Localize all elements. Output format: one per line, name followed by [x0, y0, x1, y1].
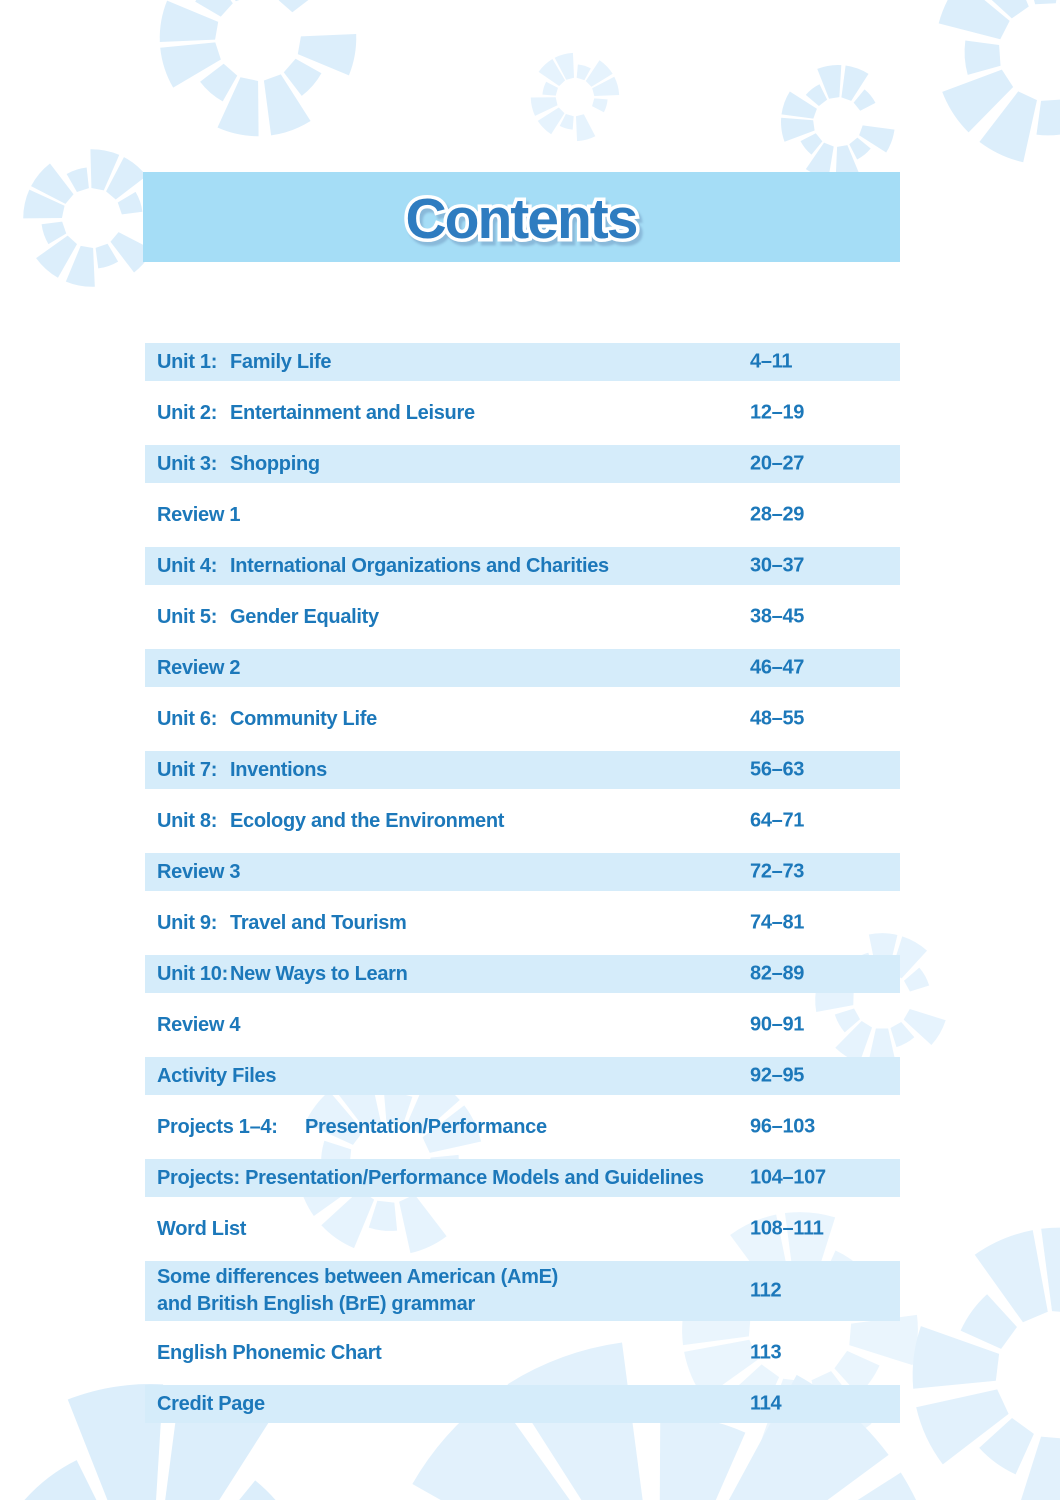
toc-row-title: English Phonemic Chart	[157, 1341, 382, 1364]
toc-row-prefix: Unit 4:	[157, 554, 218, 577]
toc-row-pages: 90–91	[750, 1013, 805, 1036]
toc-row-unit-8	[145, 802, 900, 840]
toc-row-title: Inventions	[230, 758, 328, 781]
toc-row-title: International Organizations and Charities	[230, 554, 609, 577]
toc-row-title: Gender Equality	[230, 605, 379, 628]
toc-row-title: Review 3	[157, 860, 241, 883]
toc-row-pages: 64–71	[750, 809, 805, 832]
toc-row-title: Credit Page	[157, 1392, 265, 1415]
toc-row-prefix: Unit 8:	[157, 809, 218, 832]
toc-row-title: Projects: Presentation/Performance Models and Guidelines	[157, 1166, 704, 1189]
toc-row-pages: 96–103	[750, 1115, 815, 1138]
toc-row-title: Activity Files	[157, 1064, 277, 1087]
toc-row-title-line-1: Some differences between American (AmE)	[157, 1266, 559, 1288]
toc-row-unit-7	[145, 751, 900, 789]
toc-row-prefix: Unit 5:	[157, 605, 218, 628]
toc-row-prefix: Unit 3:	[157, 452, 218, 475]
toc-row-pages: 4–11	[750, 350, 793, 373]
ring-decoration	[899, 1215, 1060, 1500]
toc-row-pages: 112	[750, 1279, 782, 1302]
toc-row-ame-bre-grammar	[145, 1261, 900, 1321]
toc-row-projects-models	[145, 1159, 900, 1197]
toc-row-pages: 108–111	[750, 1217, 824, 1240]
toc-row-title: Word List	[157, 1217, 247, 1240]
toc-row-title-line-2: and British English (BrE) grammar	[157, 1293, 475, 1315]
toc-row-pages: 20–27	[750, 452, 805, 475]
toc-row-pages: 48–55	[750, 707, 805, 730]
toc-row-title: Presentation/Performance	[305, 1115, 547, 1138]
toc-row-activity-files	[145, 1057, 900, 1095]
toc-list	[145, 343, 900, 1436]
toc-row-pages: 113	[750, 1341, 782, 1364]
toc-row-title: Review 1	[157, 503, 241, 526]
toc-row-title: Ecology and the Environment	[230, 809, 505, 832]
ring-decoration	[144, 0, 372, 152]
toc-row-pages: 56–63	[750, 758, 805, 781]
toc-row-pages: 92–95	[750, 1064, 805, 1087]
toc-row-title	[157, 1264, 558, 1318]
toc-row-title: Travel and Tourism	[230, 911, 407, 934]
toc-row-review-3	[145, 853, 900, 891]
toc-row-title: Review 4	[157, 1013, 241, 1036]
toc-row-pages: 30–37	[750, 554, 805, 577]
toc-row-unit-1	[145, 343, 900, 381]
toc-row-unit-10	[145, 955, 900, 993]
toc-row-review-1	[145, 496, 900, 534]
contents-title: Contents	[405, 187, 637, 251]
toc-row-pages: 38–45	[750, 605, 805, 628]
toc-row-phonemic-chart	[145, 1334, 900, 1372]
toc-row-projects-1-4	[145, 1108, 900, 1146]
toc-row-review-4	[145, 1006, 900, 1044]
toc-row-unit-2	[145, 394, 900, 432]
toc-row-unit-6	[145, 700, 900, 738]
toc-row-unit-9	[145, 904, 900, 942]
toc-row-title: New Ways to Learn	[230, 962, 408, 985]
toc-row-prefix: Unit 1:	[157, 350, 218, 373]
toc-row-title: Community Life	[230, 707, 377, 730]
toc-row-prefix: Unit 7:	[157, 758, 218, 781]
toc-row-pages: 46–47	[750, 656, 805, 679]
toc-row-prefix: Unit 6:	[157, 707, 218, 730]
toc-row-pages: 74–81	[750, 911, 805, 934]
toc-row-credit-page	[145, 1385, 900, 1423]
toc-row-pages: 82–89	[750, 962, 805, 985]
toc-row-pages: 12–19	[750, 401, 805, 424]
toc-row-pages: 104–107	[750, 1166, 826, 1189]
ring-decoration	[890, 0, 1060, 210]
toc-row-pages: 28–29	[750, 503, 805, 526]
toc-row-unit-3	[145, 445, 900, 483]
toc-row-title: Shopping	[230, 452, 320, 475]
toc-row-prefix: Unit 2:	[157, 401, 218, 424]
toc-row-title: Entertainment and Leisure	[230, 401, 475, 424]
toc-row-prefix: Unit 9:	[157, 911, 218, 934]
toc-row-unit-4	[145, 547, 900, 585]
contents-banner	[143, 172, 900, 262]
toc-row-prefix: Projects 1–4:	[157, 1115, 278, 1138]
toc-row-pages: 114	[750, 1392, 782, 1415]
toc-row-pages: 72–73	[750, 860, 805, 883]
toc-row-title: Review 2	[157, 656, 241, 679]
ring-decoration	[521, 43, 630, 151]
toc-row-unit-5	[145, 598, 900, 636]
toc-row-title: Family Life	[230, 350, 332, 373]
toc-row-word-list	[145, 1210, 900, 1248]
toc-row-review-2	[145, 649, 900, 687]
toc-row-prefix: Unit 10:	[157, 962, 228, 985]
